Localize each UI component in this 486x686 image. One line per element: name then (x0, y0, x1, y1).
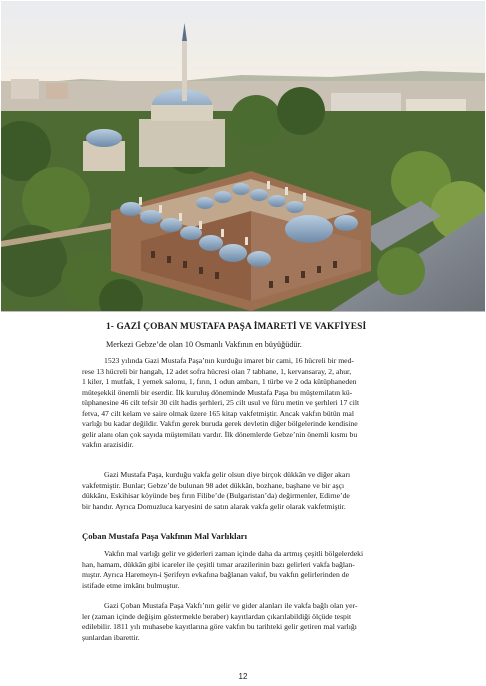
paragraph-4 (82, 601, 434, 643)
paragraph-line: varlığı bu kadar değildir. Vakfın gerek buruda gerek devletin diğer bölgelerinde kendisine (82, 419, 358, 428)
paragraph-2 (82, 470, 434, 512)
page-number: 12 (238, 672, 248, 681)
paragraph-line: Gazi Mustafa Paşa, kurduğu vakfa gelir olsun diye birçok dükkân ve diğer akarı (104, 470, 351, 479)
paragraph-line: mıştır. Ayrıca Haremeyn-i Şerifeyn evkafına bağlanan vakıf, bu vakfın gelirlerinden de (82, 570, 349, 579)
paragraph-line: 1 kiler, 1 mutfak, 1 yemek salonu, 1, fırın, 1 odun ambarı, 1 türbe ve 2 oda kütüphaneden (82, 377, 357, 386)
paragraph-line: ler (zaman içinde değişim göstermekle beraber) kayıtlardan çıkarılabildiği ölçüde tespit (82, 611, 352, 621)
mosque-complex-photo (1, 1, 485, 312)
paragraph-line: fetva, 47 cilt kelam ve saire olmak üzere 165 kitap vakfetmiştir. Ancak vakfın bütün mal (82, 408, 354, 418)
paragraph-line: vakfın arazisidir. (82, 440, 134, 449)
paragraph-line: bir handır. Ayrıca Domuzluca karyesini de satın alarak vakfa gelir olarak vakfetmiştir. (82, 501, 346, 511)
paragraph-line: müteşekkil önemli bir eserdir. İlk kuruluş döneminde Mustafa Paşa bu müştemilatın kü- (82, 387, 353, 397)
paragraph-line: istifade etme imkânı bulmuştur. (82, 580, 180, 590)
paragraph-line: Vakfın mal varlığı gelir ve giderleri zaman içinde daha da artmış çeşitli bölgelerdeki (104, 549, 364, 558)
paragraph-line: vakfetmiştir. Bunlar; Gebze’de bulunan 98 adet dükkân, bozhane, başhane ve bir aşçı (82, 480, 345, 490)
paragraph-line: han, hamam, dükkân gibi icareler ile çeşitli tımar arazilerinin bazı gelirleri vakfa bağlan- (82, 559, 355, 569)
paragraph-line: edilebilir. 1811 yılı muhasebe kayıtlarına göre vakfın bu tarihteki gelir getiren mal varlığı (82, 622, 357, 631)
paragraph-line: tüphanesine 46 cilt tefsir 30 cilt hadis şerhleri, 25 cilt usul ve füru metin ve şerhleri 17 cilt (82, 398, 360, 407)
paragraph-line: gelir alanı olan çok sayıda müştemilatı vardır. İlk dönemlerde Gebze’nin önemli kısmı bu (82, 429, 358, 439)
section-subtitle: Merkezi Gebze’de olan 10 Osmanlı Vakfının en büyüğüdür. (106, 340, 302, 349)
paragraph-line: 1523 yılında Gazi Mustafa Paşa’nın kurduğu imaret bir cami, 16 hücreli bir med- (104, 356, 354, 365)
section-title: 1- GAZİ ÇOBAN MUSTAFA PAŞA İMARETİ VE VAKFİYESİ (106, 322, 367, 332)
paragraph-1 (82, 356, 434, 451)
subsection-heading: Çoban Mustafa Paşa Vakfının Mal Varlıkları (82, 531, 247, 541)
paragraph-line: rese 13 hücreli bir hangah, 12 adet sofra hücresi olan 7 tabhane, 1, kervansaray, 2, ahur, (82, 366, 352, 376)
paragraph-line: dükkânı, Eskihisar köyünde beş fırın Filibe’de (Bulgaristan’da) değirmenler, Edirne’de (82, 491, 350, 500)
paragraph-3 (82, 549, 434, 591)
paragraph-line: Gazi Çoban Mustafa Paşa Vakfı’nın gelir ve gider alanları ile vakfa bağlı olan yer- (104, 601, 358, 610)
paragraph-line: şunlardan ibarettir. (82, 632, 140, 642)
